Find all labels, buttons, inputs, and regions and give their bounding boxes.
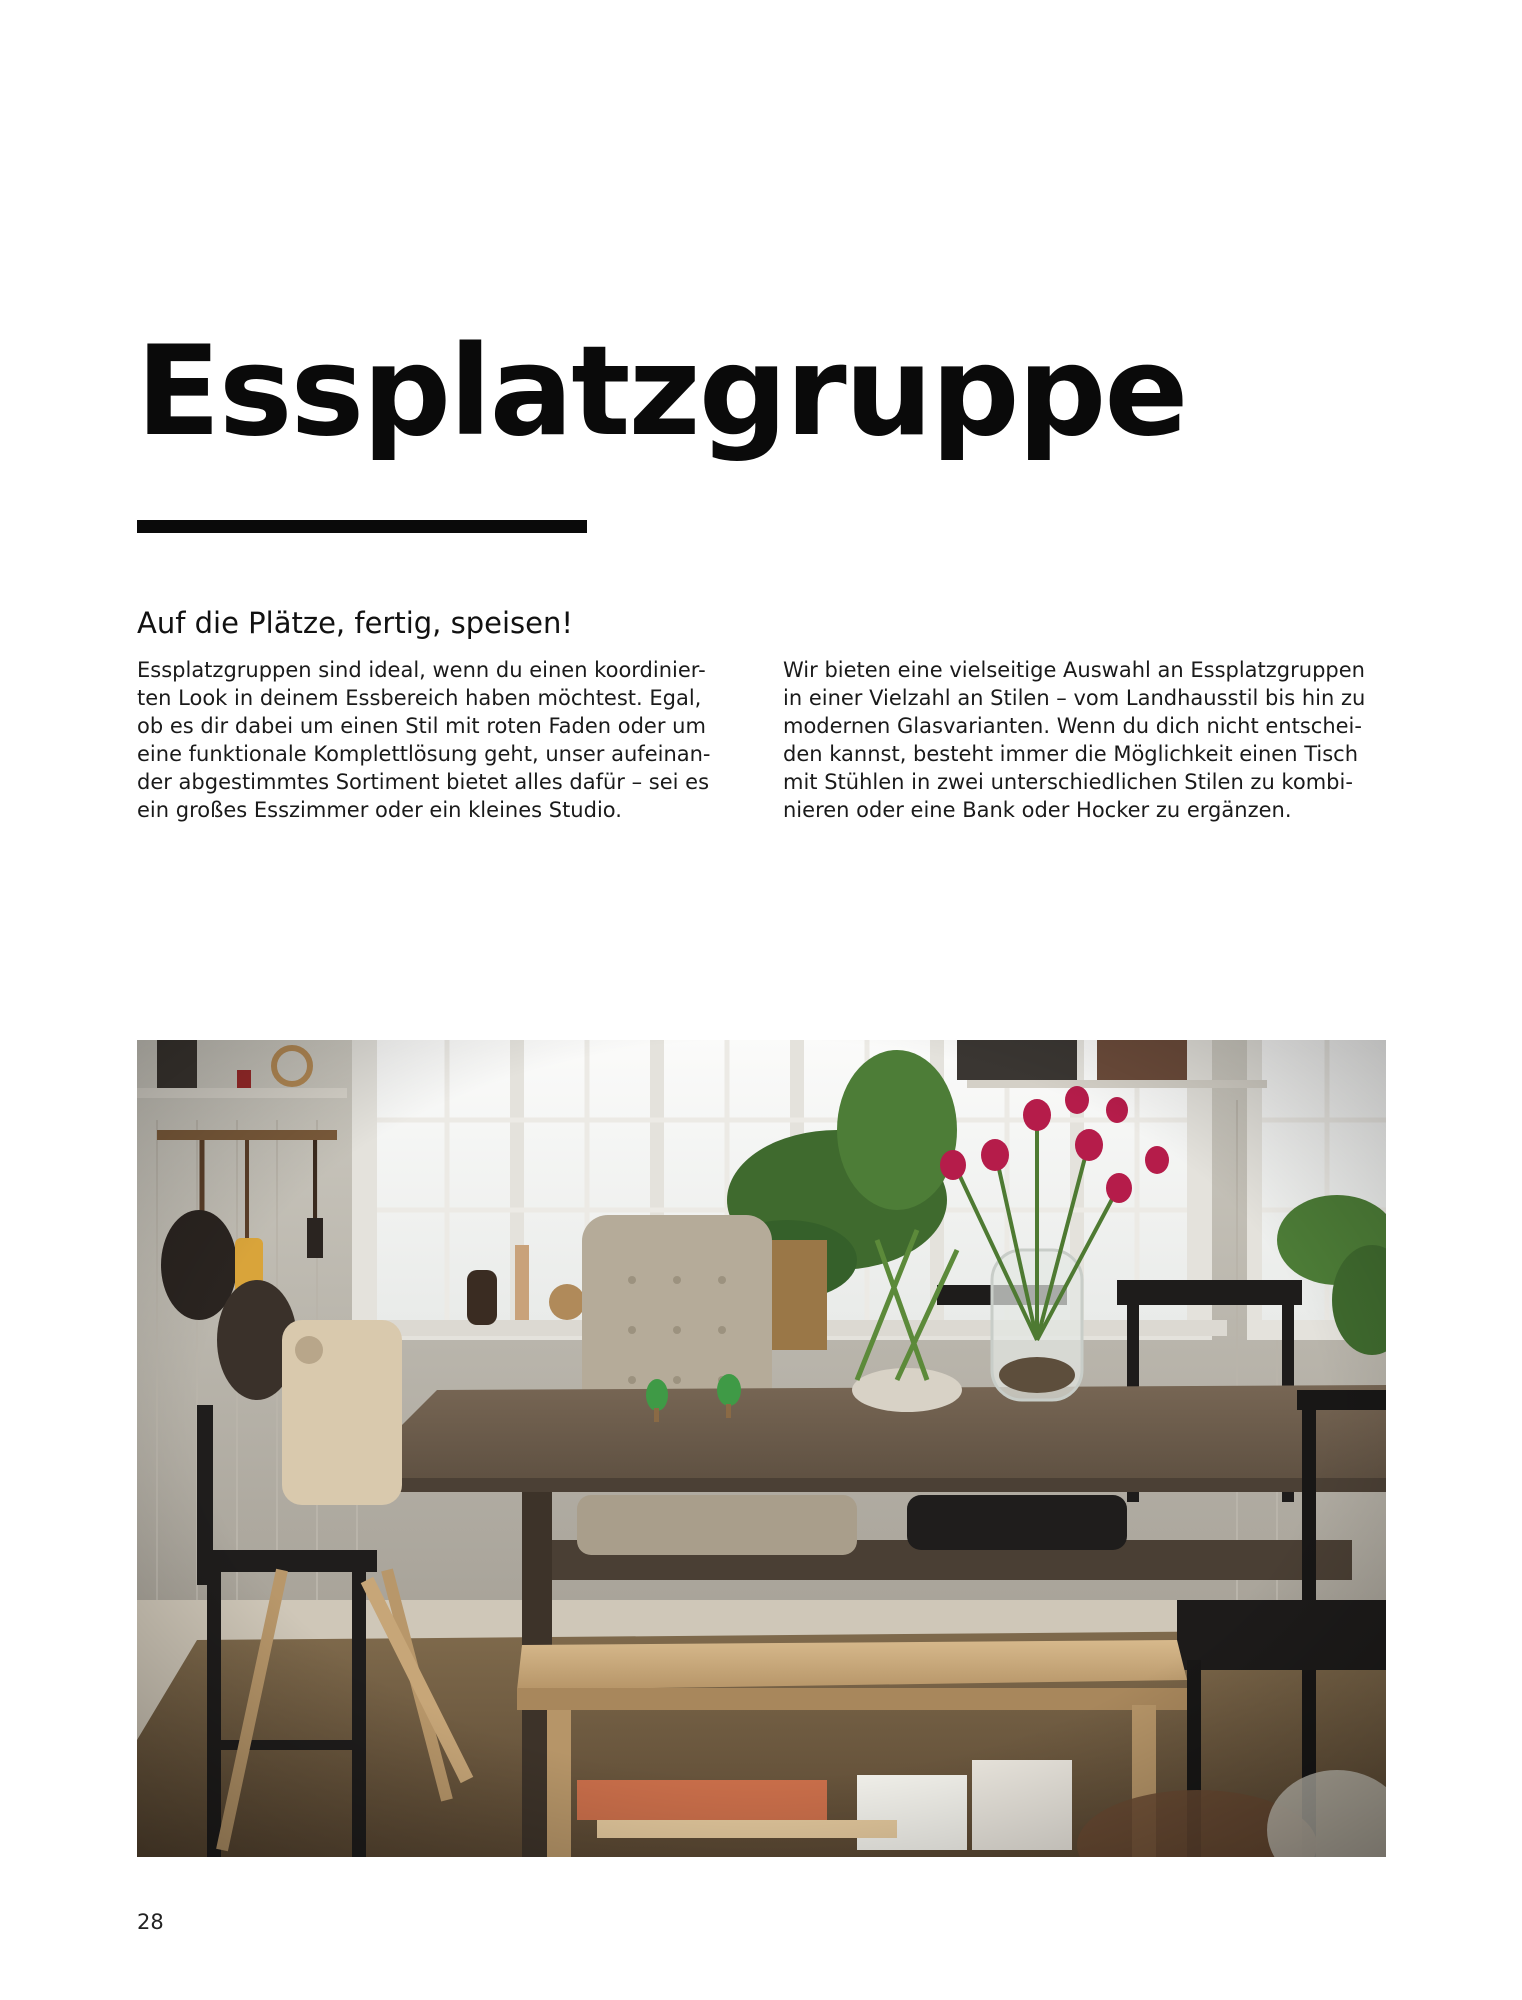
- page-title: Essplatzgruppe: [136, 320, 1187, 464]
- intro-paragraph-right: [783, 656, 1383, 824]
- text-line: Wir bieten eine vielseitige Auswahl an Essplatzgruppen: [783, 658, 1365, 682]
- text-line: ob es dir dabei um einen Stil mit roten Faden oder um: [137, 714, 706, 738]
- text-line: eine funktionale Komplettlösung geht, unser aufeinan-: [137, 742, 711, 766]
- text-line: mit Stühlen in zwei unterschiedlichen Stilen zu kombi-: [783, 770, 1353, 794]
- section-subtitle: Auf die Plätze, fertig, speisen!: [137, 606, 573, 640]
- text-line: modernen Glasvarianten. Wenn du dich nicht entschei-: [783, 714, 1362, 738]
- text-line: ten Look in deinem Essbereich haben möchtest. Egal,: [137, 686, 702, 710]
- title-underline-rule: [137, 520, 587, 533]
- dining-room-photo: [137, 1040, 1386, 1857]
- text-line: in einer Vielzahl an Stilen – vom Landhausstil bis hin zu: [783, 686, 1366, 710]
- intro-paragraph-left: [137, 656, 737, 824]
- text-line: Essplatzgruppen sind ideal, wenn du einen koordinier-: [137, 658, 706, 682]
- text-line: der abgestimmtes Sortiment bietet alles dafür – sei es: [137, 770, 710, 794]
- text-line: den kannst, besteht immer die Möglichkeit einen Tisch: [783, 742, 1359, 766]
- text-line: nieren oder eine Bank oder Hocker zu ergänzen.: [783, 798, 1292, 822]
- text-line: ein großes Esszimmer oder ein kleines Studio.: [137, 798, 622, 822]
- page-number: 28: [137, 1910, 164, 1934]
